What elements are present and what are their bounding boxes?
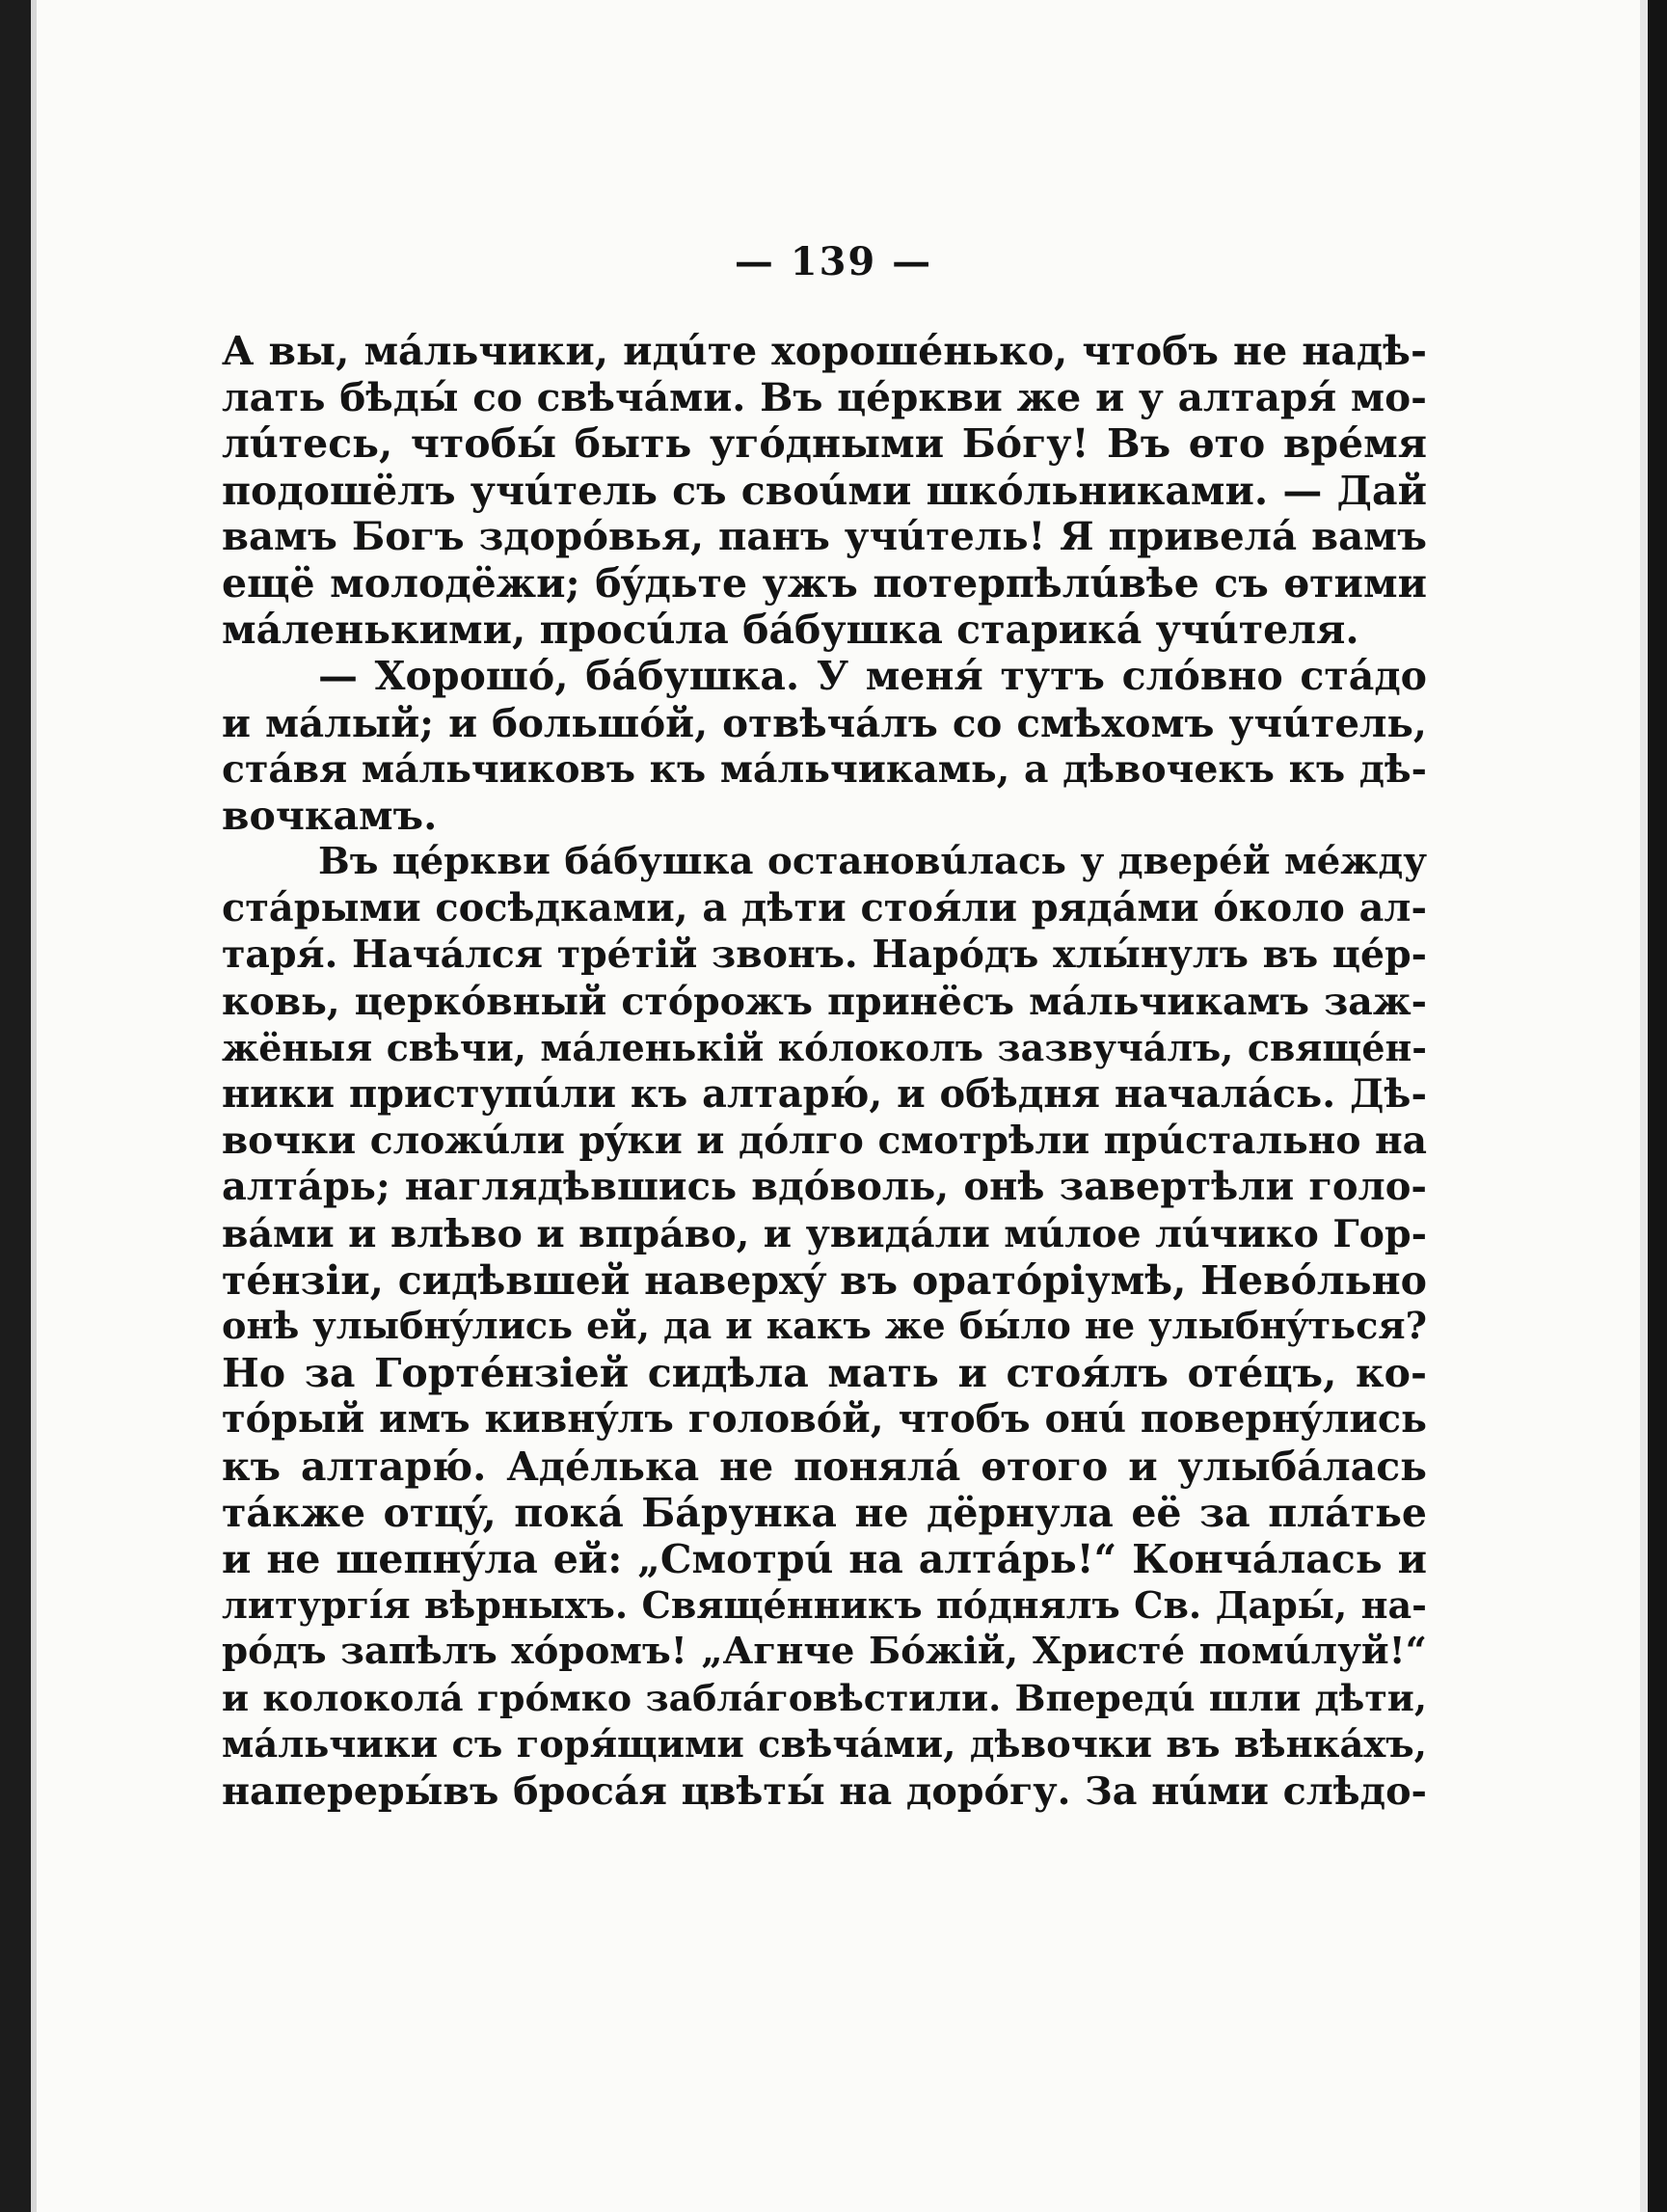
text-line: къ алтарю́. Адéлька не понялá ѳтого и улыбáлась xyxy=(222,1443,1427,1490)
text-line: Въ цéркви бáбушка остановúлась у дверéй мéжду xyxy=(318,840,1427,884)
text-line: алтáрь; наглядѣвшись вдóволь, онѣ завертѣли голо- xyxy=(222,1164,1427,1210)
text-line: вáми и влѣво и впрáво, и увидáли мúлое лúчико Гор- xyxy=(222,1211,1427,1256)
text-line: ковь, церкóвный стóрожъ принёсъ мáльчикамъ заж- xyxy=(222,979,1427,1024)
text-line: лать бѣды́ со свѣчáми. Въ цéркви же и у алтаря́ мо- xyxy=(222,374,1427,421)
text-line: таря́. Начáлся трéтій звонъ. Нарóдъ хлы́нулъ въ цéр- xyxy=(222,932,1427,978)
text-line: подошёлъ учúтель съ своúми шкóльниками. — Дай xyxy=(222,467,1427,514)
body-text xyxy=(222,328,1427,1815)
text-line: рóдъ запѣлъ хóромъ! „Агнче Бóжій, Христé помúлуй!“ xyxy=(222,1630,1427,1674)
text-line: напереры́въ бросáя цвѣты́ на дорóгу. За нúми слѣдо- xyxy=(222,1768,1427,1814)
text-line: Но за Гортéнзіей сидѣла мать и стоя́лъ отéцъ, ко- xyxy=(222,1350,1427,1397)
text-line: вочки сложúли рýки и дóлго смотрѣли прúстально на xyxy=(222,1119,1427,1164)
text-line: тéнзіи, сидѣвшей наверхý въ оратóріумѣ, Невóльно xyxy=(222,1256,1427,1304)
text-line: ещё молодёжи; бýдьте ужъ потерпѣлúвѣе съ ѳтими xyxy=(222,559,1427,607)
left-binding-edge xyxy=(0,0,31,2212)
text-line: ники приступúли къ алтарю́, и обѣдня началáсь. Дѣ- xyxy=(222,1072,1427,1117)
text-line: литургíя вѣрныхъ. Свящéнникъ пóднялъ Св. Дары́, на- xyxy=(222,1583,1427,1628)
text-line: А вы, мáльчики, идúте хорошéнько, чтобъ не надѣ- xyxy=(222,328,1427,374)
text-line: вамъ Богъ здорóвья, панъ учúтель! Я привелá вамъ xyxy=(222,513,1427,559)
right-page-border xyxy=(1640,0,1648,2212)
text-line: стáрыми сосѣдками, а дѣти стоя́ли рядáми óколо ал- xyxy=(222,886,1427,931)
text-line: лúтесь, чтобы́ быть угóдными Бóгу! Въ ѳто врéмя xyxy=(222,420,1427,468)
left-page-border xyxy=(31,0,37,2212)
text-line: тáкже отцý, покá Бáрунка не дёрнула её за плáтье xyxy=(222,1489,1427,1536)
text-line: стáвя мáльчиковъ къ мáльчикамь, а дѣвочекъ къ дѣ- xyxy=(222,746,1427,792)
text-line: вочкамъ. xyxy=(222,792,438,839)
text-line: онѣ улыбнýлись ей, да и какъ же бы́ло не улыбнýться? xyxy=(222,1304,1427,1348)
text-line: и мáлый; и большóй, отвѣчáлъ со смѣхомъ учúтель, xyxy=(222,699,1427,746)
text-line: и не шепнýла ей: „Смотрú на алтáрь!“ Кончáлась и xyxy=(222,1535,1427,1582)
text-line: — Хорошó, бáбушка. У меня́ тутъ слóвно стáдо xyxy=(318,653,1427,700)
text-line: тóрый имъ кивнýлъ головóй, чтобъ онú повернýлись xyxy=(222,1397,1427,1443)
text-line: жёныя свѣчи, мáленькій кóлоколъ зазвучáлъ, свящéн- xyxy=(222,1025,1427,1069)
right-scan-edge xyxy=(1648,0,1667,2212)
page-number: — 139 — xyxy=(734,239,933,284)
text-line: мáльчики съ горя́щими свѣчáми, дѣвочки въ вѣнкáхъ, xyxy=(222,1722,1427,1767)
text-line: и колоколá грóмко заблáговѣстили. Впередú шли дѣти, xyxy=(222,1676,1427,1720)
text-line: мáленькими, просúла бáбушка старикá учúтеля. xyxy=(222,607,1359,654)
